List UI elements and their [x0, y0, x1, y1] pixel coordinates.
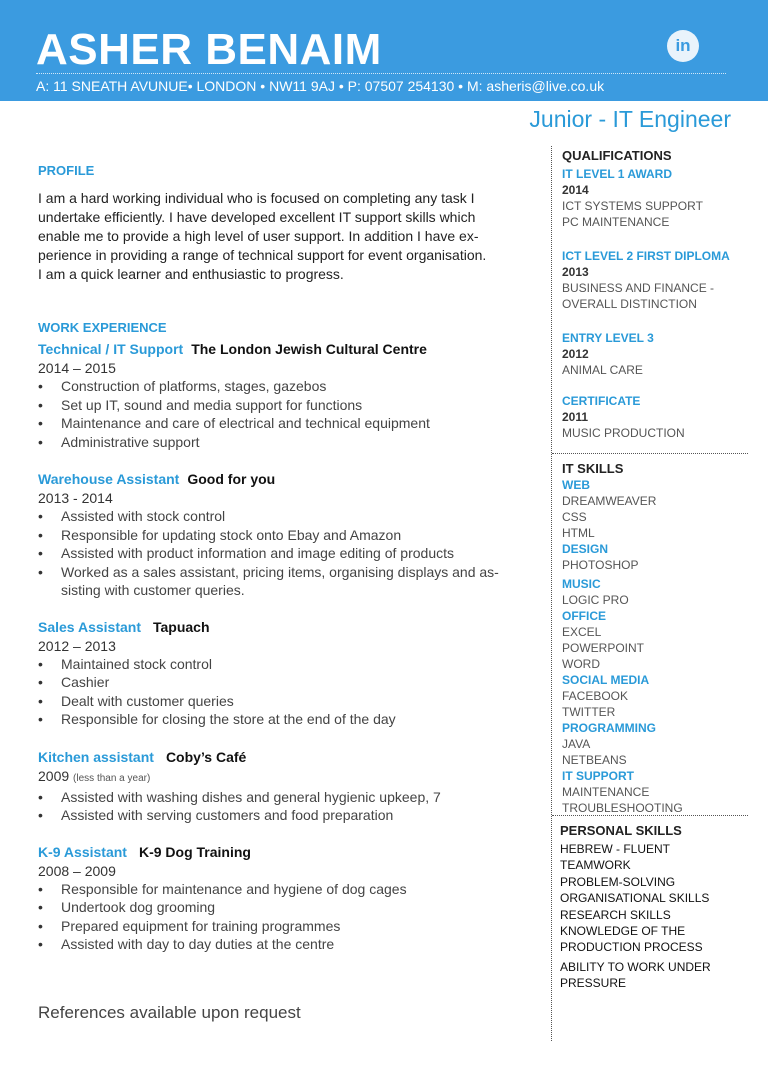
job-bullet: • Responsible for updating stock onto Ebay and Amazon [38, 526, 538, 545]
profile-line: I am a quick learner and enthusiastic to progress. [38, 266, 344, 282]
job-bullet: • Maintenance and care of electrical and technical equipment [38, 414, 538, 433]
job-title-line [38, 748, 538, 767]
job-bullet: • Maintained stock control [38, 655, 538, 674]
skill-item: EXCEL [562, 625, 602, 639]
qualification-year: 2014 [562, 183, 589, 197]
job-bullet: • Construction of platforms, stages, gazebos [38, 377, 538, 396]
job-bullets [38, 880, 538, 954]
qualification-title: CERTIFICATE [562, 394, 641, 408]
work-heading: WORK EXPERIENCE [38, 320, 167, 335]
job-bullets [38, 377, 538, 451]
skill-group-title: WEB [562, 478, 590, 492]
profile-line: perience in providing a range of technical support for event organisation. [38, 247, 487, 263]
job-bullet: • Assisted with stock control [38, 507, 538, 526]
skill-group-title: DESIGN [562, 542, 609, 556]
skill-item: HTML [562, 526, 595, 540]
job-entry [38, 748, 538, 825]
job-bullets [38, 655, 538, 729]
job-bullet: • Dealt with customer queries [38, 692, 538, 711]
skill-item: DREAMWEAVER [562, 494, 657, 508]
profile-text [38, 189, 538, 284]
job-dates: 2009 [38, 767, 70, 784]
profile-line: I am a hard working individual who is focused on completing any task I [38, 190, 475, 206]
references-note: References available upon request [38, 1003, 301, 1022]
qualification-year: 2011 [562, 410, 589, 424]
section-separator [552, 815, 748, 816]
qualification-item [562, 248, 752, 312]
job-dates: 2012 – 2013 [38, 637, 116, 654]
job-bullet: • Assisted with day to day duties at the centre [38, 935, 538, 954]
qualification-detail: PC MAINTENANCE [562, 215, 670, 229]
skill-group-title: PROGRAMMING [562, 721, 656, 735]
job-bullets [38, 507, 538, 600]
job-org: K-9 Dog Training [138, 843, 251, 860]
personal-skills-section [560, 823, 750, 992]
contact-line: A: 11 SNEATH AVUNUE• LONDON • NW11 9AJ • P: 07507 254130 • M: asheris@live.co.uk [36, 78, 605, 94]
personal-skill: RESEARCH SKILLS [560, 907, 671, 922]
skill-item: TWITTER [562, 705, 616, 719]
job-bullet: • Assisted with washing dishes and general hygienic upkeep, 7 [38, 788, 538, 807]
qualification-detail: MUSIC PRODUCTION [562, 426, 685, 440]
qualification-title: ICT LEVEL 2 FIRST DIPLOMA [562, 249, 730, 263]
qualification-item [562, 393, 752, 441]
skill-group-title: SOCIAL MEDIA [562, 673, 650, 687]
job-role: Kitchen assistant [38, 748, 154, 765]
qualification-title: IT LEVEL 1 AWARD [562, 167, 673, 181]
header-divider [36, 73, 726, 74]
job-org: Coby’s Café [165, 748, 247, 765]
main-column [38, 162, 538, 954]
job-bullet: • Set up IT, sound and media support for functions [38, 396, 538, 415]
job-bullet: • Cashier [38, 673, 538, 692]
job-org: Good for you [187, 471, 276, 487]
qualifications-heading: QUALIFICATIONS [562, 148, 672, 163]
job-title-line [38, 843, 538, 862]
personal-skill: KNOWLEDGE OF THE [560, 924, 686, 939]
job-bullet: • Undertook dog grooming [38, 898, 538, 917]
skill-group-title: IT SUPPORT [562, 769, 635, 783]
skill-item: LOGIC PRO [562, 593, 629, 607]
job-bullet-continuation: sisting with customer queries. [61, 582, 245, 598]
skill-item: FACEBOOK [562, 689, 629, 703]
skill-item: JAVA [562, 737, 591, 751]
job-role: Warehouse Assistant [38, 471, 180, 487]
job-role: K-9 Assistant [38, 843, 127, 860]
qualification-item [562, 166, 752, 230]
skill-item: WORD [562, 657, 600, 671]
job-role: Sales Assistant [38, 618, 141, 635]
personal-skill: PRODUCTION PROCESS [560, 940, 703, 955]
job-bullet: • Assisted with serving customers and food preparation [38, 806, 538, 825]
profile-line: enable me to provide a high level of user support. In addition I have ex- [38, 228, 479, 244]
job-dates: 2008 – 2009 [38, 862, 116, 879]
section-separator [552, 453, 748, 454]
job-role: Technical / IT Support [38, 341, 184, 357]
skill-item: MAINTENANCE [562, 785, 650, 799]
personal-skill: PRESSURE [560, 976, 627, 991]
skill-item: CSS [562, 510, 587, 524]
personal-skill: ABILITY TO WORK UNDER [560, 959, 711, 974]
job-dates-note: (less than a year) [73, 772, 151, 784]
personal-skill: PROBLEM-SOLVING [560, 874, 676, 889]
qualification-item [562, 330, 752, 378]
personal-skill: ORGANISATIONAL SKILLS [560, 891, 710, 906]
job-bullet: • Prepared equipment for training programmes [38, 917, 538, 936]
skill-item: NETBEANS [562, 753, 627, 767]
job-title: Junior - IT Engineer [529, 106, 731, 132]
candidate-name: ASHER BENAIM [36, 25, 382, 74]
job-bullet: • Administrative support [38, 433, 538, 452]
job-bullet: • Assisted with product information and image editing of products [38, 544, 538, 563]
skill-group-title: MUSIC [562, 577, 601, 591]
skill-item: PHOTOSHOP [562, 558, 639, 572]
linkedin-icon[interactable]: in [667, 30, 699, 62]
skill-group-title: OFFICE [562, 609, 606, 623]
personal-skill: TEAMWORK [560, 858, 631, 873]
job-entry [38, 843, 538, 954]
it-skills-heading: IT SKILLS [562, 461, 624, 476]
job-dates: 2013 - 2014 [38, 490, 113, 506]
job-title-line [38, 340, 538, 359]
job-dates-line [38, 767, 538, 788]
qualifications-section [562, 148, 752, 441]
qualification-detail: ICT SYSTEMS SUPPORT [562, 199, 703, 213]
job-bullets [38, 788, 538, 825]
job-org: Tapuach [152, 618, 210, 635]
job-entry [38, 618, 538, 729]
column-divider [551, 146, 552, 1041]
skill-item: POWERPOINT [562, 641, 645, 655]
job-bullet: • Worked as a sales assistant, pricing items, organising displays and as- [38, 563, 538, 582]
qualification-year: 2013 [562, 265, 589, 279]
qualification-detail: OVERALL DISTINCTION [562, 297, 697, 311]
qualification-detail: ANIMAL CARE [562, 363, 643, 377]
personal-skills-heading: PERSONAL SKILLS [560, 823, 682, 838]
job-title-line [38, 618, 538, 637]
qualification-year: 2012 [562, 347, 589, 361]
job-org: The London Jewish Cultural Centre [191, 341, 427, 357]
skill-item: TROUBLESHOOTING [562, 801, 683, 815]
qualification-title: ENTRY LEVEL 3 [562, 331, 654, 345]
job-dates: 2014 – 2015 [38, 360, 116, 376]
job-bullet: • Responsible for closing the store at the end of the day [38, 710, 538, 729]
it-skills-section [562, 461, 752, 816]
job-entry [38, 470, 538, 600]
header-banner [0, 0, 768, 101]
profile-heading: PROFILE [38, 163, 95, 178]
qualification-detail: BUSINESS AND FINANCE - [562, 281, 715, 295]
job-title-line [38, 470, 538, 489]
job-bullet: • Responsible for maintenance and hygiene of dog cages [38, 880, 538, 899]
profile-line: undertake efficiently. I have developed excellent IT support skills which [38, 209, 476, 225]
personal-skill: HEBREW - FLUENT [560, 842, 671, 856]
job-entry [38, 340, 538, 451]
